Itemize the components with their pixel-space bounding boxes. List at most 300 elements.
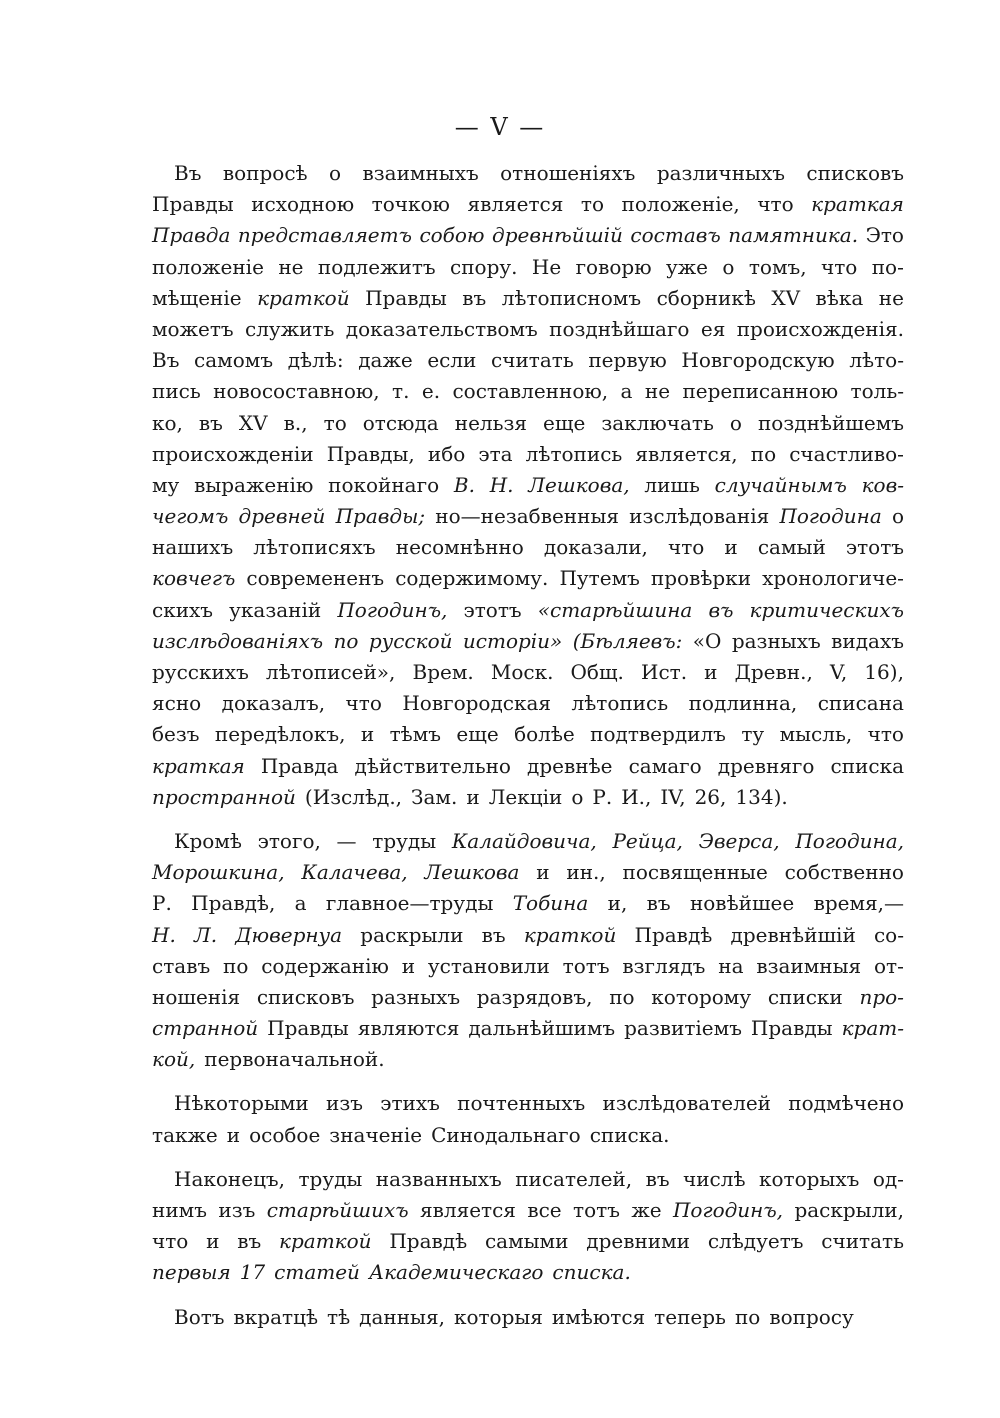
word: скихъ: [152, 597, 214, 622]
word: раскрыли,: [794, 1198, 904, 1222]
word: почтенныхъ: [457, 1091, 586, 1116]
italic-word: Лешкова,: [528, 472, 630, 497]
italic-word: краткой: [523, 922, 617, 947]
word: лѣтописей»,: [265, 660, 396, 684]
word: переписанною: [682, 379, 839, 404]
word: лѣто-: [849, 348, 904, 373]
word: писателей,: [515, 1166, 633, 1191]
italic-word: чегомъ: [152, 504, 229, 529]
word: томъ,: [748, 254, 807, 279]
word: раскрыли: [360, 922, 464, 947]
text-line: [152, 189, 904, 220]
italic-word: Дювернуа: [235, 922, 343, 947]
word: Правдѣ,: [191, 891, 276, 916]
word: древнѣе: [527, 753, 613, 778]
word: Это: [865, 223, 904, 248]
word: особое: [249, 1122, 321, 1147]
word: является: [420, 1198, 516, 1222]
word: слѣдуетъ: [707, 1229, 804, 1254]
word: Путемъ: [559, 566, 640, 591]
word: самыми: [484, 1229, 569, 1254]
text-line: [152, 314, 904, 345]
word: по-: [871, 254, 904, 279]
word: подлежитъ: [317, 254, 436, 279]
word: которыхъ: [758, 1166, 860, 1191]
word: главное—труды: [325, 891, 494, 916]
word: что: [668, 535, 705, 560]
text-line: [152, 1195, 904, 1226]
word: Моск.: [490, 660, 554, 684]
word: что: [821, 254, 858, 279]
paragraph: [152, 158, 904, 813]
word: даже: [358, 348, 413, 373]
word: взаимныхъ: [362, 161, 479, 185]
text-line: [152, 408, 904, 439]
text-line: [152, 688, 904, 719]
word: Ист.: [641, 660, 688, 684]
italic-word: критическихъ: [749, 597, 904, 622]
word: Правды: [267, 1016, 349, 1041]
word: списка: [830, 753, 904, 778]
text-line: [152, 719, 904, 750]
word: первую: [588, 348, 667, 373]
italic-word: собою: [419, 223, 485, 248]
italic-word: краткая: [811, 192, 904, 217]
italic-word: Погодина: [779, 504, 882, 529]
word: труды: [372, 828, 437, 853]
italic-word: кой,: [152, 1047, 196, 1072]
word: (Изслѣд.,: [304, 784, 403, 809]
word: пись: [152, 379, 201, 404]
text-line: [152, 857, 904, 888]
word: которыя: [453, 1304, 543, 1329]
word: этотъ: [845, 535, 904, 560]
word: сборникѣ: [656, 285, 756, 310]
italic-word: памятника.: [728, 223, 859, 248]
italic-word: Правды;: [335, 504, 426, 529]
word: вопросѣ: [222, 161, 308, 185]
italic-word: изслѣдованіяхъ: [152, 628, 324, 653]
word: му: [152, 472, 180, 497]
italic-word: Л.: [194, 922, 218, 947]
word: доказательствомъ: [345, 316, 538, 341]
word: эта: [478, 441, 513, 466]
word: въ: [237, 1229, 262, 1254]
word: о: [571, 784, 584, 809]
word: этотъ: [463, 597, 522, 622]
word: и: [724, 535, 738, 560]
italic-word: Калайдовича,: [451, 828, 597, 853]
word: Нѣкоторыми: [174, 1091, 309, 1116]
word: и,: [607, 891, 628, 916]
italic-word: Погодинъ,: [337, 597, 448, 622]
italic-word: пространной: [152, 784, 296, 809]
italic-word: (Бѣляевъ:: [572, 628, 683, 653]
text-line: [152, 626, 904, 657]
word: тотъ: [573, 1198, 620, 1222]
word: то: [580, 192, 604, 217]
italic-word: статей: [274, 1260, 360, 1285]
word: списковъ: [256, 984, 355, 1009]
word: еще: [456, 722, 499, 747]
word: которому: [651, 984, 752, 1009]
word: ко,: [152, 410, 183, 435]
word: Древн.,: [734, 660, 813, 684]
italic-word: крат-: [841, 1016, 904, 1041]
italic-word: въ: [708, 597, 734, 622]
word: является: [467, 192, 564, 217]
word: лѣтопись: [525, 441, 623, 466]
word: выраженію: [194, 472, 314, 497]
body-text: [152, 158, 904, 1346]
text-line: [152, 595, 904, 626]
italic-word: Академическаго: [368, 1260, 544, 1285]
word: XV: [771, 285, 801, 310]
word: посвященные: [622, 860, 768, 885]
word: Зам.: [411, 784, 458, 809]
word: являются: [357, 1016, 460, 1041]
word: ношенія: [152, 984, 241, 1009]
word: хронологиче-: [762, 566, 904, 591]
text-line: [152, 376, 904, 407]
text-line: [152, 1226, 904, 1257]
word: этого,: [257, 828, 321, 853]
word: о: [329, 161, 342, 185]
italic-word: Морошкина,: [152, 860, 285, 885]
word: о: [891, 504, 904, 529]
word: заключать: [601, 410, 714, 435]
word: вкратцѣ: [233, 1304, 319, 1329]
word: содержанію: [261, 953, 389, 978]
word: списка.: [589, 1122, 670, 1147]
word: взаимныя: [756, 953, 862, 978]
italic-word: Погодинъ,: [672, 1198, 784, 1222]
word: подлинна,: [688, 691, 798, 716]
text-line: [152, 920, 904, 951]
word: и: [401, 953, 416, 978]
word: въ: [198, 410, 223, 435]
italic-word: 17: [239, 1260, 266, 1285]
word: содержимому.: [395, 566, 549, 591]
word: лѣтопись: [571, 691, 669, 716]
word: передѣлокъ,: [214, 722, 346, 747]
word: названныхъ: [375, 1166, 502, 1191]
text-line: [152, 1164, 904, 1195]
word: самый: [757, 535, 826, 560]
word: также: [152, 1122, 218, 1147]
word: русскихъ: [152, 660, 249, 684]
italic-word: Погодина,: [795, 828, 904, 853]
word: если: [427, 348, 477, 373]
word: «О: [692, 628, 722, 653]
word: можетъ: [152, 316, 234, 341]
word: развитіемъ: [624, 1016, 742, 1041]
italic-word: по: [333, 628, 359, 653]
italic-word: Н.: [489, 472, 514, 497]
italic-word: старѣйшихъ: [266, 1198, 409, 1222]
text-line: [152, 439, 904, 470]
word: не: [644, 379, 671, 404]
word: И.,: [621, 784, 652, 809]
word: списковъ: [806, 161, 904, 185]
word: изслѣдованія: [629, 504, 770, 529]
word: V,: [829, 660, 848, 684]
word: по: [609, 984, 635, 1009]
text-line: [152, 657, 904, 688]
word: дѣйствительно: [354, 753, 511, 778]
page-number: — V —: [454, 113, 546, 141]
word: Наконецъ,: [174, 1166, 286, 1191]
word: указаній: [229, 597, 322, 622]
word: Общ.: [570, 660, 624, 684]
word: что: [345, 691, 382, 716]
italic-word: составъ: [630, 223, 721, 248]
italic-word: Правда: [152, 223, 231, 248]
word: положеніе: [152, 254, 264, 279]
word: XV: [238, 410, 268, 435]
word: и: [536, 860, 550, 885]
word: Правды: [750, 1016, 833, 1041]
word: о: [729, 410, 742, 435]
word: счастливо-: [789, 441, 904, 466]
word: время,—: [813, 891, 904, 916]
word: по: [734, 1304, 761, 1329]
word: что: [152, 1229, 189, 1254]
word: Правда: [260, 753, 339, 778]
word: отсюда: [362, 410, 439, 435]
word: —: [336, 828, 357, 853]
word: Новгородскую: [681, 348, 835, 373]
word: мѣщеніе: [152, 285, 242, 310]
word: ту: [741, 722, 765, 747]
word: по: [750, 441, 777, 466]
italic-word: Лешкова: [424, 860, 520, 885]
italic-word: ков-: [861, 472, 904, 497]
italic-word: исторіи»: [462, 628, 563, 653]
word: самомъ: [194, 348, 274, 373]
word: теперь: [654, 1304, 726, 1329]
word: изъ: [326, 1091, 363, 1116]
word: числѣ: [683, 1166, 746, 1191]
word: новѣйшее: [689, 891, 795, 916]
word: въ: [481, 922, 506, 947]
word: отношеніяхъ: [500, 161, 636, 185]
italic-word: первыя: [152, 1260, 231, 1285]
word: Новгородская: [402, 691, 552, 716]
word: этихъ: [380, 1091, 440, 1116]
word: спору.: [450, 254, 518, 279]
word: доказали,: [543, 535, 648, 560]
word: что: [867, 722, 904, 747]
word: нимъ: [152, 1198, 207, 1222]
word: ин.,: [566, 860, 606, 885]
italic-word: Калачева,: [301, 860, 408, 885]
text-line: [152, 982, 904, 1013]
word: взглядъ: [622, 953, 706, 978]
word: ея: [700, 316, 726, 341]
word: Синодальнаго: [431, 1122, 581, 1147]
word: значеніе: [329, 1122, 423, 1147]
word: считать: [821, 1229, 904, 1254]
word: происхожденіи: [152, 441, 314, 466]
word: разрядовъ,: [476, 984, 593, 1009]
word: что: [757, 192, 794, 217]
word: нельзя: [454, 410, 528, 435]
word: и: [704, 660, 718, 684]
word: является,: [635, 441, 738, 466]
text-line: [152, 751, 904, 782]
word: не: [278, 254, 304, 279]
italic-word: древнѣйшій: [492, 223, 623, 248]
word: еще: [543, 410, 586, 435]
word: Не: [531, 254, 562, 279]
word: имѣются: [551, 1304, 646, 1329]
word: IV,: [660, 784, 686, 809]
italic-word: Тобина: [512, 891, 589, 916]
word: древними: [586, 1229, 691, 1254]
word: считать: [491, 348, 574, 373]
word: покойнаго: [328, 472, 440, 497]
word: мысль,: [779, 722, 853, 747]
word: все: [527, 1198, 562, 1222]
text-line: [152, 1013, 904, 1044]
word: Правды,: [326, 441, 415, 466]
word: древнѣйшій: [730, 922, 856, 947]
word: лѣтописяхъ: [253, 535, 376, 560]
text-line: [152, 470, 904, 501]
italic-word: краткая: [152, 753, 245, 778]
word: лѣтописномъ: [501, 285, 642, 310]
word: т.: [392, 379, 410, 404]
word: доказалъ,: [221, 691, 326, 716]
word: и: [226, 1122, 241, 1147]
italic-word: странной: [152, 1016, 259, 1041]
italic-word: списка.: [552, 1260, 631, 1285]
word: ставъ: [152, 953, 211, 978]
text-line: [152, 345, 904, 376]
word: разныхъ: [731, 628, 821, 653]
word: толь-: [850, 379, 904, 404]
word: различныхъ: [656, 161, 785, 185]
word: и: [360, 722, 375, 747]
italic-word: случайнымъ: [714, 472, 847, 497]
word: со-: [873, 922, 904, 947]
word: установили: [427, 953, 550, 978]
word: списана: [817, 691, 904, 716]
text-line: [152, 782, 904, 813]
word: нашихъ: [152, 535, 234, 560]
word: въ: [646, 891, 671, 916]
word: первоначальной.: [204, 1047, 385, 1072]
word: тѣ: [327, 1304, 351, 1329]
word: самаго: [628, 753, 702, 778]
text-line: [152, 252, 904, 283]
word: 26,: [694, 784, 727, 809]
italic-word: русской: [368, 628, 453, 653]
italic-word: Эверса,: [698, 828, 780, 853]
word: Лекціи: [488, 784, 563, 809]
word: от-: [874, 953, 904, 978]
word: е.: [421, 379, 441, 404]
word: Въ: [152, 348, 180, 373]
word: видахъ: [831, 628, 904, 653]
word: 16),: [864, 660, 904, 684]
word: ибо: [427, 441, 466, 466]
italic-word: про-: [859, 984, 904, 1009]
word: Вотъ: [174, 1304, 225, 1329]
word: Р.: [592, 784, 613, 809]
word: новосоставною,: [213, 379, 380, 404]
word: а: [620, 379, 633, 404]
word: уже: [666, 254, 709, 279]
word: дѣлѣ:: [287, 348, 344, 373]
text-line: [152, 1088, 904, 1119]
word: но—незабвенныя: [435, 504, 619, 529]
word: Правды: [152, 192, 234, 217]
italic-word: Н.: [152, 922, 176, 947]
word: Въ: [174, 161, 202, 185]
text-line: [152, 951, 904, 982]
word: Правды: [365, 285, 447, 310]
word: современенъ: [246, 566, 385, 591]
word: положеніе,: [621, 192, 740, 217]
word: подмѣчено: [788, 1091, 904, 1116]
word: провѣрки: [650, 566, 752, 591]
text-line: [152, 1120, 904, 1151]
word: данныя,: [359, 1304, 445, 1329]
word: исходною: [251, 192, 355, 217]
italic-word: краткой: [279, 1229, 372, 1254]
word: несомнѣнно: [395, 535, 524, 560]
word: на: [718, 953, 744, 978]
word: древняго: [717, 753, 815, 778]
italic-word: В.: [453, 472, 475, 497]
word: въ: [645, 1166, 670, 1191]
word: составленною,: [452, 379, 609, 404]
text-line: [152, 158, 904, 189]
word: лишь: [644, 472, 700, 497]
paragraph: [152, 826, 904, 1076]
italic-word: краткой: [257, 285, 350, 310]
text-line: [152, 501, 904, 532]
text-line: [152, 220, 904, 251]
word: разныхъ: [371, 984, 461, 1009]
word: дальнѣйшимъ: [468, 1016, 616, 1041]
word: безъ: [152, 722, 200, 747]
word: Правдѣ: [389, 1229, 468, 1254]
word: по: [223, 953, 249, 978]
word: позднѣйшаго: [549, 316, 690, 341]
word: вѣка: [815, 285, 864, 310]
word: о: [722, 254, 735, 279]
word: точкою: [371, 192, 450, 217]
text-line: [152, 1257, 904, 1288]
word: тотъ: [562, 953, 610, 978]
paragraph: [152, 1164, 904, 1289]
word: не: [878, 285, 904, 310]
word: Правдѣ: [634, 922, 713, 947]
word: говорю: [575, 254, 652, 279]
word: в.,: [283, 410, 308, 435]
paragraph: [152, 1302, 904, 1333]
word: вопросу: [769, 1304, 854, 1329]
word: и: [206, 1229, 220, 1254]
word: Кромѣ: [174, 828, 242, 853]
word: происхожденія.: [736, 316, 904, 341]
italic-word: представляетъ: [237, 223, 412, 248]
word: болѣе: [514, 722, 575, 747]
word: списки: [767, 984, 843, 1009]
